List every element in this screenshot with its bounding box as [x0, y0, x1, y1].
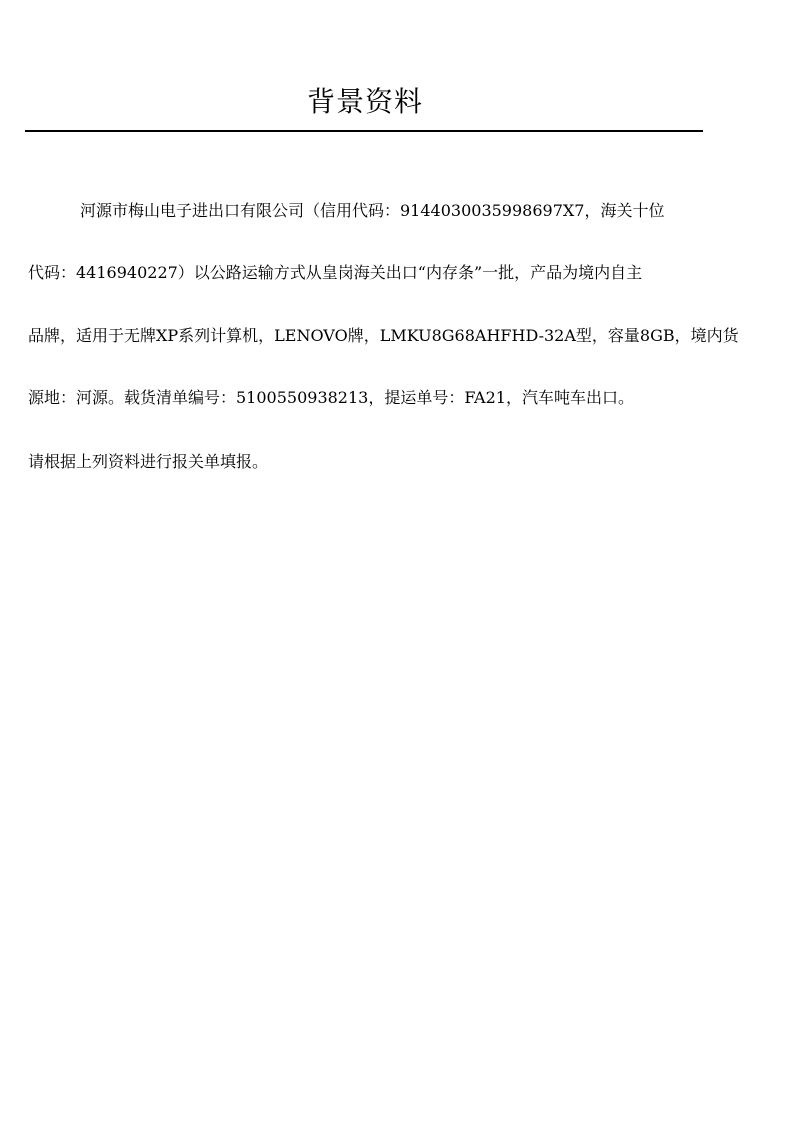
instruction-line: 请根据上列资料进行报关单填报。 [28, 452, 269, 471]
page-title: 背景资料 [306, 85, 423, 118]
paragraph-line-2: 代码：4416940227）以公路运输方式从皇岗海关出口“内存条”一批，产品为境内自主 [28, 263, 643, 282]
paragraph-line-4: 源地：河源。载货清单编号：5100550938213，提运单号：FA21，汽车吨车出口。 [28, 388, 634, 407]
title-underline [25, 130, 703, 132]
paragraph-line-1: 河源市梅山电子进出口有限公司（信用代码：9144030035998697X7，海关十位 [80, 201, 665, 220]
paragraph-line-3: 品牌，适用于无牌XP系列计算机，LENOVO牌，LMKU8G68AHFHD-32A型，容量8GB，境内货 [28, 326, 739, 345]
